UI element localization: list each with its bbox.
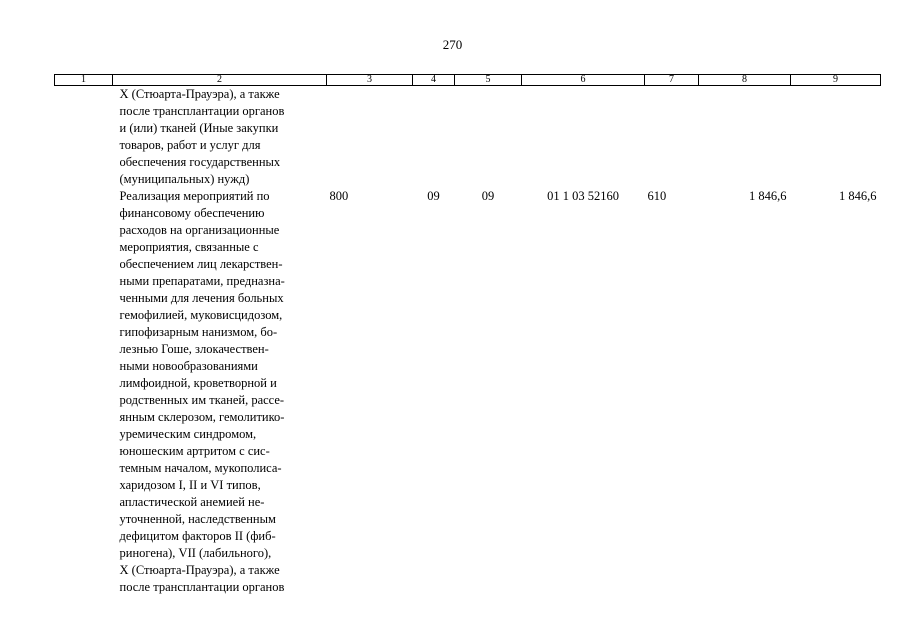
column-number-header: 5 (455, 75, 522, 86)
item-name-line: лезнью Гоше, злокачествен- (119, 342, 269, 356)
item-name-line: уточненной, наследственным (119, 512, 276, 526)
item-name-line: и (или) тканей (Иные закупки (119, 121, 279, 135)
ministry-code-cell: 800 (329, 189, 349, 203)
item-name-line: дефицитом факторов II (фиб- (119, 529, 276, 543)
amount-2-cell (791, 86, 881, 189)
budget-table (54, 74, 881, 596)
subsection-code-cell: 09 (481, 189, 495, 203)
subsection-code-cell (455, 86, 522, 189)
item-name-line: товаров, работ и услуг для (119, 138, 261, 152)
column-number-header: 3 (327, 75, 413, 86)
row-number-cell (55, 188, 113, 596)
item-name-line: после трансплантации органов (119, 104, 285, 118)
table-row (55, 188, 881, 596)
item-name-line: обеспечения государственных (119, 155, 281, 169)
item-name-line: гипофизарным нанизмом, бо- (119, 325, 278, 339)
column-number-header: 4 (413, 75, 455, 86)
amount-2-cell: 1 846,6 (839, 189, 877, 203)
table-row (55, 86, 881, 189)
item-name-line: харидозом I, II и VI типов, (119, 478, 261, 492)
column-number-header: 7 (645, 75, 699, 86)
item-name-line: гемофилией, муковисцидозом, (119, 308, 283, 322)
item-name-line: мероприятия, связанные с (119, 240, 259, 254)
item-name-line: финансовому обеспечению (119, 206, 265, 220)
expense-type-cell: 610 (647, 189, 667, 203)
target-article-cell (522, 86, 645, 189)
page-number: 270 (442, 37, 463, 52)
item-name-line: X (Стюарта-Прауэра), а также (119, 87, 280, 101)
item-name-line: обеспечением лиц лекарствен- (119, 257, 283, 271)
expense-type-cell (645, 86, 699, 189)
item-name-line: ченными для лечения больных (119, 291, 284, 305)
item-name-line: янным склерозом, гемолитико- (119, 410, 285, 424)
item-name-line: (муниципальных) нужд) (119, 172, 250, 186)
column-number-header: 8 (699, 75, 791, 86)
section-code-cell (413, 86, 455, 189)
item-name-line: уремическим синдромом, (119, 427, 257, 441)
amount-1-cell (699, 86, 791, 189)
ministry-code-cell (327, 86, 413, 189)
item-name-line: темным началом, мукополиса- (119, 461, 282, 475)
item-name-line: ными новообразованиями (119, 359, 258, 373)
column-number-header: 6 (522, 75, 645, 86)
item-name-line: юношеским артритом с сис- (119, 444, 270, 458)
item-name-line: после трансплантации органов (119, 580, 285, 594)
item-name-line: ными препаратами, предназна- (119, 274, 285, 288)
item-name-line: X (Стюарта-Прауэра), а также (119, 563, 280, 577)
item-name-line: лимфоидной, кроветворной и (119, 376, 277, 390)
item-name-cell (113, 188, 327, 596)
item-name-cell (113, 86, 327, 189)
item-name-line: риногена), VII (лабильного), (119, 546, 272, 560)
column-number-header: 1 (55, 75, 113, 86)
item-name-line: Реализация мероприятий по (119, 189, 270, 203)
item-name-line: родственных им тканей, рассе- (119, 393, 285, 407)
column-number-header: 2 (113, 75, 327, 86)
target-article-cell: 01 1 03 52160 (547, 189, 619, 203)
row-number-cell (55, 86, 113, 189)
item-name-line: апластической анемией не- (119, 495, 265, 509)
item-name-line: расходов на организационные (119, 223, 280, 237)
section-code-cell: 09 (427, 189, 440, 203)
column-number-header: 9 (791, 75, 881, 86)
column-number-row (55, 75, 881, 86)
amount-1-cell: 1 846,6 (749, 189, 787, 203)
